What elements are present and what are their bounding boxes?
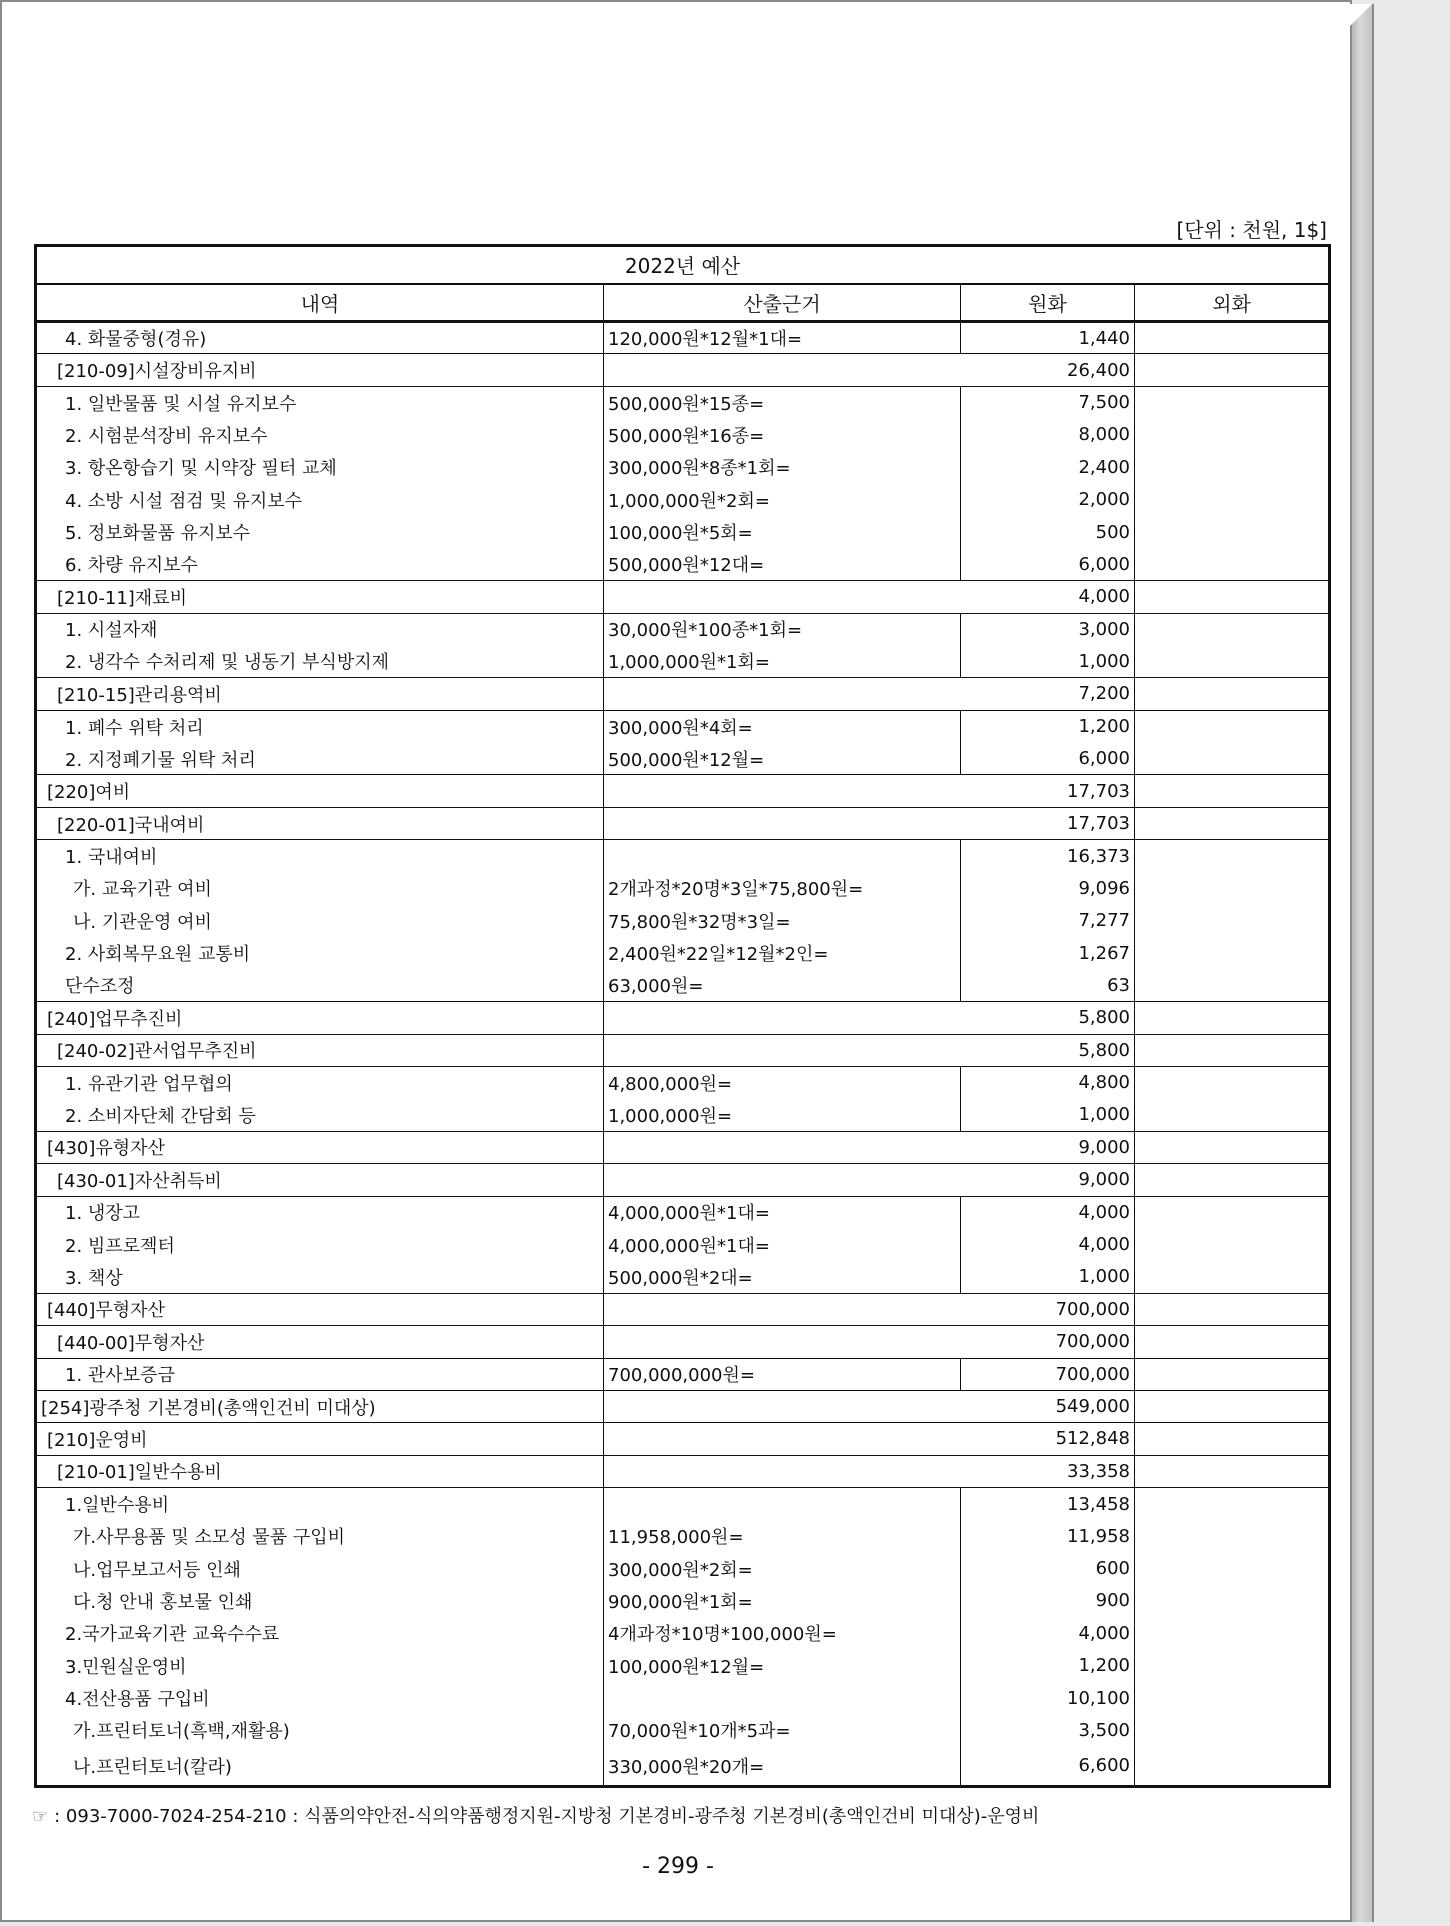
table-row (36, 1682, 1330, 1714)
table-row (36, 743, 1330, 775)
table-row (36, 969, 1330, 1001)
table-row (36, 419, 1330, 451)
row-krw-amount: 4,000 (961, 1196, 1135, 1228)
row-krw-amount: 10,100 (961, 1682, 1135, 1714)
row-foreign-amount (1135, 775, 1330, 807)
year-header-row (36, 246, 1330, 284)
row-description: 5. 정보화물품 유지보수 (36, 516, 604, 548)
table-row (36, 451, 1330, 483)
row-description: 단수조정 (36, 969, 604, 1001)
row-foreign-amount (1135, 1034, 1330, 1066)
row-basis: 330,000원*20개= (604, 1747, 961, 1787)
row-foreign-amount (1135, 451, 1330, 483)
row-krw-amount: 9,000 (961, 1131, 1135, 1163)
row-krw-amount: 6,000 (961, 743, 1135, 775)
row-basis (604, 1293, 961, 1325)
table-row (36, 322, 1330, 354)
row-basis: 4개과정*10명*100,000원= (604, 1617, 961, 1649)
row-foreign-amount (1135, 1585, 1330, 1617)
table-row (36, 645, 1330, 677)
row-basis (604, 1131, 961, 1163)
row-foreign-amount (1135, 354, 1330, 386)
row-foreign-amount (1135, 645, 1330, 677)
row-krw-amount: 2,400 (961, 451, 1135, 483)
row-basis (604, 581, 961, 613)
row-basis (604, 678, 961, 710)
row-basis: 4,000,000원*1대= (604, 1196, 961, 1228)
table-row (36, 872, 1330, 904)
table-row (36, 613, 1330, 645)
column-header-description: 내역 (36, 284, 604, 322)
row-foreign-amount (1135, 581, 1330, 613)
row-krw-amount: 4,800 (961, 1066, 1135, 1098)
row-foreign-amount (1135, 1099, 1330, 1131)
column-header-krw: 원화 (961, 284, 1135, 322)
row-description: [220]여비 (36, 775, 604, 807)
row-basis: 500,000원*16종= (604, 419, 961, 451)
table-body (36, 322, 1330, 1787)
row-krw-amount: 3,500 (961, 1714, 1135, 1746)
row-krw-amount: 8,000 (961, 419, 1135, 451)
row-foreign-amount (1135, 905, 1330, 937)
row-krw-amount: 3,000 (961, 613, 1135, 645)
row-foreign-amount (1135, 1423, 1330, 1455)
row-foreign-amount (1135, 1066, 1330, 1098)
table-row (36, 1196, 1330, 1228)
row-basis: 63,000원= (604, 969, 961, 1001)
row-description: 1. 폐수 위탁 처리 (36, 710, 604, 742)
table-row (36, 1520, 1330, 1552)
row-description: 다.청 안내 홍보물 인쇄 (36, 1585, 604, 1617)
row-foreign-amount (1135, 840, 1330, 872)
row-basis: 2,400원*22일*12월*2인= (604, 937, 961, 969)
row-description: 나.업무보고서등 인쇄 (36, 1552, 604, 1584)
row-description: [240]업무추진비 (36, 1002, 604, 1034)
table-row (36, 1423, 1330, 1455)
row-foreign-amount (1135, 807, 1330, 839)
row-description: 1.일반수용비 (36, 1488, 604, 1520)
row-basis: 70,000원*10개*5과= (604, 1714, 961, 1746)
row-foreign-amount (1135, 386, 1330, 418)
table-row (36, 1293, 1330, 1325)
row-foreign-amount (1135, 1196, 1330, 1228)
row-description: 가. 교육기관 여비 (36, 872, 604, 904)
page-curl-edge (1352, 4, 1374, 1922)
row-foreign-amount (1135, 1714, 1330, 1746)
row-basis: 500,000원*12대= (604, 548, 961, 580)
row-basis: 2개과정*20명*3일*75,800원= (604, 872, 961, 904)
row-krw-amount: 1,200 (961, 710, 1135, 742)
row-krw-amount: 1,000 (961, 1099, 1135, 1131)
row-krw-amount: 1,267 (961, 937, 1135, 969)
row-description: 3. 항온항습기 및 시약장 필터 교체 (36, 451, 604, 483)
row-foreign-amount (1135, 1326, 1330, 1358)
row-description: 2. 빔프로젝터 (36, 1228, 604, 1260)
row-basis (604, 807, 961, 839)
row-description: 4.전산용품 구입비 (36, 1682, 604, 1714)
row-foreign-amount (1135, 1488, 1330, 1520)
row-basis (604, 354, 961, 386)
row-foreign-amount (1135, 1002, 1330, 1034)
row-krw-amount: 9,096 (961, 872, 1135, 904)
row-krw-amount: 600 (961, 1552, 1135, 1584)
column-header-basis: 산출근거 (604, 284, 961, 322)
row-krw-amount: 1,000 (961, 645, 1135, 677)
row-basis: 75,800원*32명*3일= (604, 905, 961, 937)
row-foreign-amount (1135, 1682, 1330, 1714)
row-krw-amount: 2,000 (961, 483, 1135, 515)
table-row (36, 1228, 1330, 1260)
row-description: [220-01]국내여비 (36, 807, 604, 839)
table-row (36, 1066, 1330, 1098)
row-foreign-amount (1135, 322, 1330, 354)
table-row (36, 840, 1330, 872)
row-krw-amount: 9,000 (961, 1164, 1135, 1196)
row-description: 1. 냉장고 (36, 1196, 604, 1228)
table-row (36, 1326, 1330, 1358)
row-foreign-amount (1135, 1293, 1330, 1325)
row-foreign-amount (1135, 872, 1330, 904)
row-krw-amount: 4,000 (961, 581, 1135, 613)
row-description: 1. 관사보증금 (36, 1358, 604, 1390)
row-basis (604, 1682, 961, 1714)
table-row (36, 1131, 1330, 1163)
row-basis (604, 1002, 961, 1034)
row-basis: 300,000원*4회= (604, 710, 961, 742)
page-number: - 299 - (642, 1854, 714, 1879)
row-description: 4. 화물중형(경유) (36, 322, 604, 354)
row-basis (604, 1488, 961, 1520)
table-row (36, 548, 1330, 580)
row-foreign-amount (1135, 1617, 1330, 1649)
table-row (36, 516, 1330, 548)
table-row (36, 1164, 1330, 1196)
table-row (36, 386, 1330, 418)
table-row (36, 483, 1330, 515)
row-description: [440]무형자산 (36, 1293, 604, 1325)
row-basis: 100,000원*5회= (604, 516, 961, 548)
row-description: 2.국가교육기관 교육수수료 (36, 1617, 604, 1649)
table-row (36, 1714, 1330, 1746)
row-krw-amount: 700,000 (961, 1293, 1135, 1325)
row-basis: 500,000원*2대= (604, 1261, 961, 1293)
row-krw-amount: 500 (961, 516, 1135, 548)
row-krw-amount: 900 (961, 1585, 1135, 1617)
footnote (32, 1802, 1039, 1828)
year-header: 2022년 예산 (36, 246, 1330, 284)
row-basis (604, 1164, 961, 1196)
row-description: 3.민원실운영비 (36, 1650, 604, 1682)
row-description: 2. 소비자단체 간담회 등 (36, 1099, 604, 1131)
row-krw-amount: 512,848 (961, 1423, 1135, 1455)
table-row (36, 581, 1330, 613)
row-krw-amount: 1,440 (961, 322, 1135, 354)
row-krw-amount: 17,703 (961, 807, 1135, 839)
table-row (36, 807, 1330, 839)
row-description: 3. 책상 (36, 1261, 604, 1293)
row-description: 가.사무용품 및 소모성 물품 구입비 (36, 1520, 604, 1552)
row-basis: 500,000원*15종= (604, 386, 961, 418)
row-foreign-amount (1135, 1261, 1330, 1293)
table-row (36, 1034, 1330, 1066)
row-krw-amount: 6,600 (961, 1747, 1135, 1787)
row-krw-amount: 1,200 (961, 1650, 1135, 1682)
table-row (36, 1585, 1330, 1617)
column-header-foreign: 외화 (1135, 284, 1330, 322)
row-basis: 4,000,000원*1대= (604, 1228, 961, 1260)
row-krw-amount: 26,400 (961, 354, 1135, 386)
row-krw-amount: 11,958 (961, 1520, 1135, 1552)
row-foreign-amount (1135, 1747, 1330, 1787)
row-description: [440-00]무형자산 (36, 1326, 604, 1358)
row-description: 나. 기관운영 여비 (36, 905, 604, 937)
row-foreign-amount (1135, 743, 1330, 775)
row-krw-amount: 1,000 (961, 1261, 1135, 1293)
row-basis: 30,000원*100종*1회= (604, 613, 961, 645)
row-krw-amount: 4,000 (961, 1228, 1135, 1260)
row-basis (604, 1326, 961, 1358)
pointing-hand-icon: ☞ (32, 1806, 49, 1827)
row-foreign-amount (1135, 1358, 1330, 1390)
row-basis (604, 1455, 961, 1487)
row-description: 2. 사회복무요원 교통비 (36, 937, 604, 969)
row-basis: 900,000원*1회= (604, 1585, 961, 1617)
row-basis: 500,000원*12월= (604, 743, 961, 775)
row-basis (604, 775, 961, 807)
table-row (36, 1390, 1330, 1422)
row-krw-amount: 5,800 (961, 1002, 1135, 1034)
column-header-row (36, 284, 1330, 322)
row-krw-amount: 63 (961, 969, 1135, 1001)
row-krw-amount: 17,703 (961, 775, 1135, 807)
row-basis: 11,958,000원= (604, 1520, 961, 1552)
row-description: 1. 일반물품 및 시설 유지보수 (36, 386, 604, 418)
table-row (36, 1747, 1330, 1787)
row-basis: 300,000원*2회= (604, 1552, 961, 1584)
table-row (36, 1002, 1330, 1034)
row-description: [210-09]시설장비유지비 (36, 354, 604, 386)
row-description: [254]광주청 기본경비(총액인건비 미대상) (36, 1390, 604, 1422)
row-basis: 120,000원*12월*1대= (604, 322, 961, 354)
row-description: 1. 국내여비 (36, 840, 604, 872)
row-description: 1. 시설자재 (36, 613, 604, 645)
row-krw-amount: 700,000 (961, 1326, 1135, 1358)
row-description: [240-02]관서업무추진비 (36, 1034, 604, 1066)
row-krw-amount: 13,458 (961, 1488, 1135, 1520)
row-basis (604, 1423, 961, 1455)
row-krw-amount: 4,000 (961, 1617, 1135, 1649)
footnote-text: : 093-7000-7024-254-210 : 식품의약안전-식의약품행정지원-지방청 기본경비-광주청 기본경비(총액인건비 미대상)-운영비 (54, 1806, 1040, 1827)
table-row (36, 1358, 1330, 1390)
row-description: 2. 지정폐기물 위탁 처리 (36, 743, 604, 775)
row-foreign-amount (1135, 1131, 1330, 1163)
table-row (36, 354, 1330, 386)
row-krw-amount: 549,000 (961, 1390, 1135, 1422)
row-description: 나.프린터토너(칼라) (36, 1747, 604, 1787)
row-basis: 1,000,000원*2회= (604, 483, 961, 515)
row-description: [210-11]재료비 (36, 581, 604, 613)
row-foreign-amount (1135, 516, 1330, 548)
row-description: 가.프린터토너(흑백,재활용) (36, 1714, 604, 1746)
table-row (36, 1488, 1330, 1520)
table-row (36, 905, 1330, 937)
row-description: [430]유형자산 (36, 1131, 604, 1163)
row-description: [430-01]자산취득비 (36, 1164, 604, 1196)
row-description: 6. 차량 유지보수 (36, 548, 604, 580)
row-basis: 4,800,000원= (604, 1066, 961, 1098)
row-description: 4. 소방 시설 점검 및 유지보수 (36, 483, 604, 515)
row-basis: 100,000원*12월= (604, 1650, 961, 1682)
row-foreign-amount (1135, 1164, 1330, 1196)
row-basis (604, 840, 961, 872)
table-row (36, 678, 1330, 710)
row-foreign-amount (1135, 1650, 1330, 1682)
row-foreign-amount (1135, 969, 1330, 1001)
unit-note: [단위 : 천원, 1$] (1176, 218, 1327, 242)
row-foreign-amount (1135, 1390, 1330, 1422)
table-row (36, 1617, 1330, 1649)
row-krw-amount: 7,500 (961, 386, 1135, 418)
row-foreign-amount (1135, 1520, 1330, 1552)
row-description: [210]운영비 (36, 1423, 604, 1455)
row-basis: 300,000원*8종*1회= (604, 451, 961, 483)
row-basis: 1,000,000원= (604, 1099, 961, 1131)
row-krw-amount: 33,358 (961, 1455, 1135, 1487)
row-foreign-amount (1135, 613, 1330, 645)
row-foreign-amount (1135, 678, 1330, 710)
table-row (36, 775, 1330, 807)
budget-table (34, 244, 1331, 1788)
row-basis (604, 1390, 961, 1422)
table-row (36, 1455, 1330, 1487)
row-description: 2. 시험분석장비 유지보수 (36, 419, 604, 451)
row-description: 1. 유관기관 업무협의 (36, 1066, 604, 1098)
row-description: [210-15]관리용역비 (36, 678, 604, 710)
row-foreign-amount (1135, 1228, 1330, 1260)
row-foreign-amount (1135, 483, 1330, 515)
row-krw-amount: 700,000 (961, 1358, 1135, 1390)
row-foreign-amount (1135, 710, 1330, 742)
row-basis (604, 1034, 961, 1066)
row-foreign-amount (1135, 937, 1330, 969)
row-foreign-amount (1135, 419, 1330, 451)
row-krw-amount: 5,800 (961, 1034, 1135, 1066)
row-foreign-amount (1135, 1552, 1330, 1584)
table-row (36, 1552, 1330, 1584)
table-row (36, 937, 1330, 969)
row-krw-amount: 7,277 (961, 905, 1135, 937)
row-description: [210-01]일반수용비 (36, 1455, 604, 1487)
row-description: 2. 냉각수 수처리제 및 냉동기 부식방지제 (36, 645, 604, 677)
row-krw-amount: 7,200 (961, 678, 1135, 710)
table-row (36, 1099, 1330, 1131)
row-basis: 1,000,000원*1회= (604, 645, 961, 677)
row-basis: 700,000,000원= (604, 1358, 961, 1390)
row-foreign-amount (1135, 548, 1330, 580)
row-krw-amount: 16,373 (961, 840, 1135, 872)
row-krw-amount: 6,000 (961, 548, 1135, 580)
row-foreign-amount (1135, 1455, 1330, 1487)
table-row (36, 1261, 1330, 1293)
table-row (36, 1650, 1330, 1682)
table-row (36, 710, 1330, 742)
